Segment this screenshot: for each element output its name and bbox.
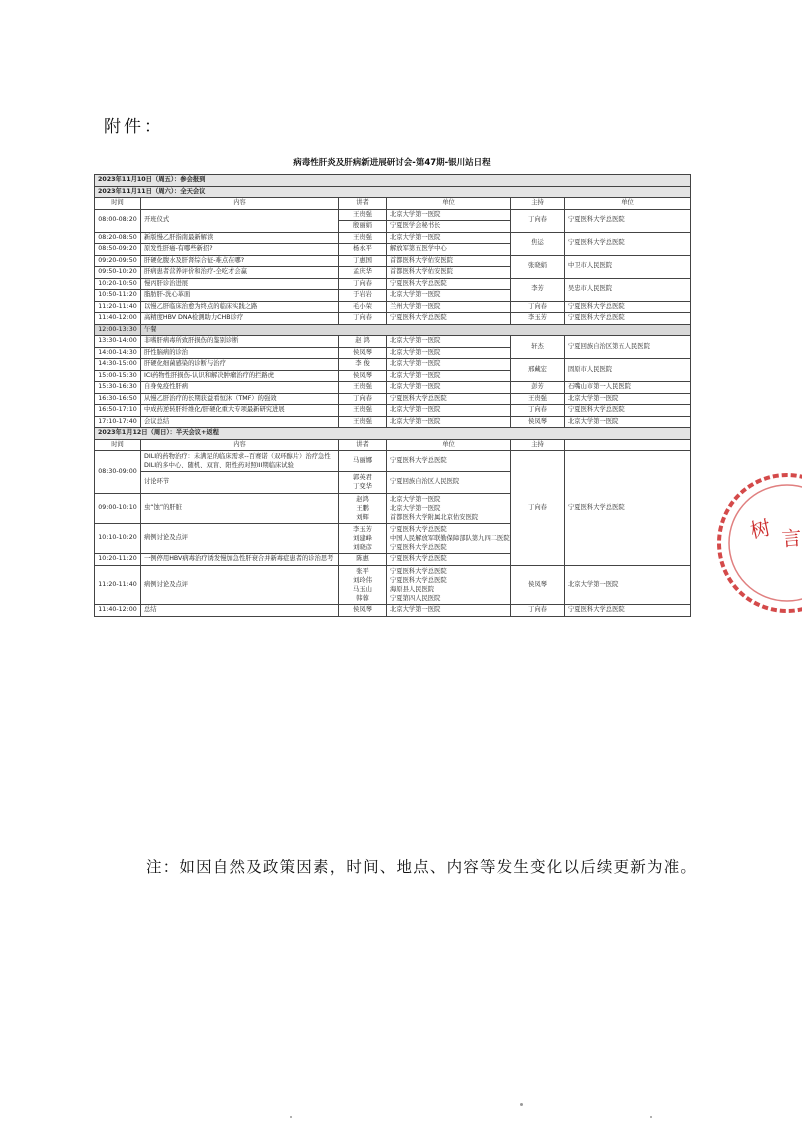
row-time: 09:50-10:20 xyxy=(95,267,141,279)
row-content: 会议总结 xyxy=(141,416,339,428)
row-content: 讨论环节 xyxy=(141,472,339,493)
table-header xyxy=(95,198,691,210)
unit-name: 北京大学第一医院 xyxy=(390,504,441,512)
row-time: 13:30-14:00 xyxy=(95,336,141,348)
row-content: 高精度HBV DNA检测助力CHB诊疗 xyxy=(141,313,339,325)
header-host: 主持 xyxy=(511,198,565,210)
table-row xyxy=(95,278,691,290)
row-unit: 首都医科大学佑安医院 xyxy=(387,255,511,267)
speaker-name: 韩蓉 xyxy=(356,595,369,603)
host-unit: 宁夏回族自治区第五人民医院 xyxy=(565,336,691,359)
row-content: 新版慢乙肝指南最新解读 xyxy=(141,232,339,244)
row-time: 08:00-08:20 xyxy=(95,209,141,232)
row-speaker: 于岩岩 xyxy=(339,290,387,302)
host-name: 王贵强 xyxy=(511,393,565,405)
attachment-label: 附件： xyxy=(104,117,164,137)
table-row xyxy=(95,359,691,371)
host-name: 李芳 xyxy=(511,278,565,301)
schedule-table xyxy=(94,174,691,617)
day-row xyxy=(95,428,691,440)
svg-text:树: 树 xyxy=(748,515,773,543)
row-content: 肝性脑病的诊治 xyxy=(141,347,339,359)
row-unit: 北京大学第一医院 xyxy=(387,416,511,428)
row-speaker xyxy=(339,565,387,605)
host-unit: 北京大学第一医院 xyxy=(565,565,691,605)
unit-name: 宁夏医科大学总医院 xyxy=(390,525,447,533)
row-speaker xyxy=(339,523,387,553)
row-time: 09:00-10:10 xyxy=(95,493,141,523)
row-time: 08:50-09:20 xyxy=(95,244,141,256)
table-row xyxy=(95,313,691,325)
row-content-line: DILI的药物治疗：未满足的临床需求--百赛诺（双环醇片）治疗急性 xyxy=(144,453,331,460)
row-content: 以慢乙肝临床治愈为终点的临床实践之路 xyxy=(141,301,339,313)
row-time: 11:40-12:00 xyxy=(95,313,141,325)
row-time: 15:30-16:30 xyxy=(95,382,141,394)
row-speaker: 李 俊 xyxy=(339,359,387,371)
row-unit: 宁夏医科大学总医院 xyxy=(387,554,511,566)
table-row xyxy=(95,451,691,472)
header-host: 主持 xyxy=(511,439,565,451)
unit-name: 宁夏医科大学总医院 xyxy=(390,576,447,584)
row-unit: 宁夏医科大学总医院 xyxy=(387,278,511,290)
row-speaker xyxy=(339,493,387,523)
row-time: 11:40-12:00 xyxy=(95,605,141,617)
header-empty xyxy=(565,439,691,451)
header-time: 时间 xyxy=(95,439,141,451)
table-row xyxy=(95,393,691,405)
row-time: 16:30-16:50 xyxy=(95,393,141,405)
row-speaker: 丁向春 xyxy=(339,313,387,325)
row-unit: 北京大学第一医院 xyxy=(387,605,511,617)
host-unit: 北京大学第一医院 xyxy=(565,393,691,405)
host-unit: 北京大学第一医院 xyxy=(565,416,691,428)
row-unit: 北京大学第一医院 xyxy=(387,347,511,359)
row-time: 16:50-17:10 xyxy=(95,405,141,417)
header-content: 内容 xyxy=(141,439,339,451)
day0-label: 2023年11月10日（周五）：参会报到 xyxy=(95,175,691,187)
row-speaker: 赵 鸿 xyxy=(339,336,387,348)
row-time: 08:20-08:50 xyxy=(95,232,141,244)
row-unit: 宁夏回族自治区人民医院 xyxy=(387,472,511,493)
row-time: 15:00-15:30 xyxy=(95,370,141,382)
row-content: 虫“蚀”的肝脏 xyxy=(141,493,339,523)
host-name: 丁向春 xyxy=(511,209,565,232)
row-content: 自身免疫性肝病 xyxy=(141,382,339,394)
lunch-time: 12:00-13:30 xyxy=(95,324,141,336)
host-name: 邢藏宏 xyxy=(511,359,565,382)
host-unit: 吴忠市人民医院 xyxy=(565,278,691,301)
host-name: 丁向春 xyxy=(511,301,565,313)
row-time: 11:20-11:40 xyxy=(95,301,141,313)
unit-name: 宁夏医科大学总医院 xyxy=(390,567,447,575)
header-unit: 单位 xyxy=(387,439,511,451)
row-content: 肝硬化腹水及肝肾综合征-难点在哪? xyxy=(141,255,339,267)
table-row xyxy=(95,336,691,348)
host-unit: 中卫市人民医院 xyxy=(565,255,691,278)
row-time: 10:10-10:20 xyxy=(95,523,141,553)
row-content: 脂肪肝-洗心革面 xyxy=(141,290,339,302)
row-content: 一例停用HBV病毒治疗诱发慢加急性肝衰合并新毒症患者的诊治思考 xyxy=(141,554,339,566)
row-content: 总结 xyxy=(141,605,339,617)
row-speaker: 王贵强 xyxy=(339,405,387,417)
unit-name: 宁夏第四人民医院 xyxy=(390,595,441,603)
table-row xyxy=(95,416,691,428)
row-unit: 北京大学第一医院 xyxy=(387,232,511,244)
row-unit xyxy=(387,493,511,523)
host-unit: 宁夏医科大学总医院 xyxy=(565,605,691,617)
row-time: 14:00-14:30 xyxy=(95,347,141,359)
row-speaker: 杨永平 xyxy=(339,244,387,256)
host-unit: 固原市人民医院 xyxy=(565,359,691,382)
header-time: 时间 xyxy=(95,198,141,210)
row-unit: 解放军第五医学中心 xyxy=(387,244,511,256)
speaker-name: 刘辉 xyxy=(356,513,369,521)
lunch-row xyxy=(95,324,691,336)
host-unit: 宁夏医科大学总医院 xyxy=(565,301,691,313)
speaker-name: 刘晓彦 xyxy=(353,544,372,552)
row-content: 开班仪式 xyxy=(141,209,339,232)
row-content-line: DILI的多中心、随机、双盲、阳性药对照III期临床试验 xyxy=(144,462,294,470)
table-row xyxy=(95,605,691,617)
row-time: 14:30-15:00 xyxy=(95,359,141,371)
row-time: 10:20-10:50 xyxy=(95,278,141,290)
row-content: 肝硬化细菌感染的诊断与治疗 xyxy=(141,359,339,371)
red-seal-stamp xyxy=(712,468,802,618)
row-unit: 北京大学第一医院 xyxy=(387,290,511,302)
table-row xyxy=(95,301,691,313)
row-speaker: 殷丽娟 xyxy=(339,221,387,233)
row-content: 病例讨论及点评 xyxy=(141,523,339,553)
speaker-name: 刘玲伟 xyxy=(353,576,372,584)
unit-name: 中国人民解放军联勤保障部队第九四二医院 xyxy=(390,535,510,542)
row-speaker: 王贵强 xyxy=(339,382,387,394)
row-speaker: 王贵强 xyxy=(339,209,387,221)
scan-speck xyxy=(520,1103,523,1106)
scan-speck xyxy=(290,1116,292,1118)
footnote: 注：如因自然及政策因素，时间、地点、内容等发生变化以后续更新为准。 xyxy=(146,858,698,876)
speaker-name: 张平 xyxy=(356,567,369,575)
host-name: 焦运 xyxy=(511,232,565,255)
row-speaker: 马丽娜 xyxy=(339,451,387,472)
row-unit xyxy=(387,565,511,605)
unit-name: 海原县人民医院 xyxy=(390,586,435,593)
speaker-name: 李玉芳 xyxy=(353,525,372,533)
row-content: 慢丙肝诊治进展 xyxy=(141,278,339,290)
row-unit: 宁夏医科大学总医院 xyxy=(387,393,511,405)
table-row xyxy=(95,382,691,394)
host-unit: 石嘴山市第一人民医院 xyxy=(565,382,691,394)
row-content: 肝病患者营养评价和治疗-全吃才会赢 xyxy=(141,267,339,279)
table-header xyxy=(95,439,691,451)
host-name: 李玉芳 xyxy=(511,313,565,325)
row-time: 11:20-11:40 xyxy=(95,565,141,605)
host-name: 侯凤琴 xyxy=(511,565,565,605)
header-content: 内容 xyxy=(141,198,339,210)
lunch-content: 午餐 xyxy=(141,324,691,336)
host-unit: 宁夏医科大学总医院 xyxy=(565,451,691,566)
host-name: 侯凤琴 xyxy=(511,416,565,428)
schedule-title: 病毒性肝炎及肝病新进展研讨会-第47期-银川站日程 xyxy=(293,158,491,168)
host-unit: 宁夏医科大学总医院 xyxy=(565,209,691,232)
speaker-name: 赵鸿 xyxy=(356,495,369,503)
row-content: 非嗜肝病毒所致肝损伤的鉴别诊断 xyxy=(141,336,339,348)
host-name: 轩杰 xyxy=(511,336,565,359)
row-speaker: 侯凤琴 xyxy=(339,605,387,617)
host-name: 彭芳 xyxy=(511,382,565,394)
row-speaker: 毛小荣 xyxy=(339,301,387,313)
row-speaker xyxy=(339,472,387,493)
table-row xyxy=(95,255,691,267)
day2-label: 2023年1月12日（周日）：半天会议+返程 xyxy=(95,428,691,440)
row-content: 病例讨论及点评 xyxy=(141,565,339,605)
day1-label: 2023年11月11日（周六）：全天会议 xyxy=(95,186,691,198)
row-unit: 宁夏医学会秘书长 xyxy=(387,221,511,233)
row-speaker: 侯凤琴 xyxy=(339,347,387,359)
row-speaker: 丁向春 xyxy=(339,393,387,405)
row-content: 从慢乙肝治疗的长期获益看恒沐（TMF）的强效 xyxy=(141,393,339,405)
speaker-name: 丁变华 xyxy=(353,483,372,491)
row-unit: 宁夏医科大学总医院 xyxy=(387,451,511,472)
row-speaker: 王贵强 xyxy=(339,416,387,428)
host-name: 丁向春 xyxy=(511,605,565,617)
row-time: 10:20-11:20 xyxy=(95,554,141,566)
row-unit: 兰州大学第一医院 xyxy=(387,301,511,313)
row-speaker: 丁惠国 xyxy=(339,255,387,267)
row-time: 17:10-17:40 xyxy=(95,416,141,428)
unit-name: 宁夏医科大学总医院 xyxy=(390,544,447,552)
speaker-name: 郭英君 xyxy=(353,474,372,482)
row-unit: 北京大学第一医院 xyxy=(387,209,511,221)
host-unit: 宁夏医科大学总医院 xyxy=(565,405,691,417)
row-speaker: 丁向春 xyxy=(339,278,387,290)
host-unit: 宁夏医科大学总医院 xyxy=(565,232,691,255)
row-unit: 北京大学第一医院 xyxy=(387,336,511,348)
speaker-name: 王鹏 xyxy=(356,504,369,512)
header-speaker: 讲者 xyxy=(339,198,387,210)
row-time: 08:30-09:00 xyxy=(95,451,141,494)
unit-name: 首都医科大学附属北京佑安医院 xyxy=(390,513,479,521)
speaker-name: 马玉山 xyxy=(353,586,372,593)
svg-text:言: 言 xyxy=(780,525,802,551)
row-content: ICI药物性肝损伤-认识和解决肿瘤治疗的拦路虎 xyxy=(141,370,339,382)
row-speaker: 孟庆华 xyxy=(339,267,387,279)
row-speaker: 陈惠 xyxy=(339,554,387,566)
row-unit: 北京大学第一医院 xyxy=(387,382,511,394)
scan-speck xyxy=(650,1116,652,1118)
table-row xyxy=(95,209,691,221)
row-time: 10:50-11:20 xyxy=(95,290,141,302)
row-content xyxy=(141,451,339,472)
day-row xyxy=(95,186,691,198)
row-content: 中成药逆转肝纤维化/肝硬化重大专项最新研究进展 xyxy=(141,405,339,417)
row-speaker: 侯凤琴 xyxy=(339,370,387,382)
header-host-unit: 单位 xyxy=(565,198,691,210)
row-speaker: 王贵强 xyxy=(339,232,387,244)
host-name: 丁向春 xyxy=(511,405,565,417)
row-unit: 北京大学第一医院 xyxy=(387,359,511,371)
row-unit: 北京大学第一医院 xyxy=(387,370,511,382)
table-row xyxy=(95,565,691,605)
row-unit xyxy=(387,523,511,553)
host-name: 丁向春 xyxy=(511,451,565,566)
speaker-name: 刘建峰 xyxy=(353,535,372,542)
host-unit: 宁夏医科大学总医院 xyxy=(565,313,691,325)
table-row xyxy=(95,232,691,244)
header-speaker: 讲者 xyxy=(339,439,387,451)
row-unit: 宁夏医科大学总医院 xyxy=(387,313,511,325)
row-content: 原发性肝癌-有哪些新招? xyxy=(141,244,339,256)
row-unit: 北京大学第一医院 xyxy=(387,405,511,417)
day-row xyxy=(95,175,691,187)
header-unit: 单位 xyxy=(387,198,511,210)
host-name: 张晓娟 xyxy=(511,255,565,278)
table-row xyxy=(95,405,691,417)
row-unit: 首都医科大学佑安医院 xyxy=(387,267,511,279)
unit-name: 北京大学第一医院 xyxy=(390,495,441,503)
row-time: 09:20-09:50 xyxy=(95,255,141,267)
